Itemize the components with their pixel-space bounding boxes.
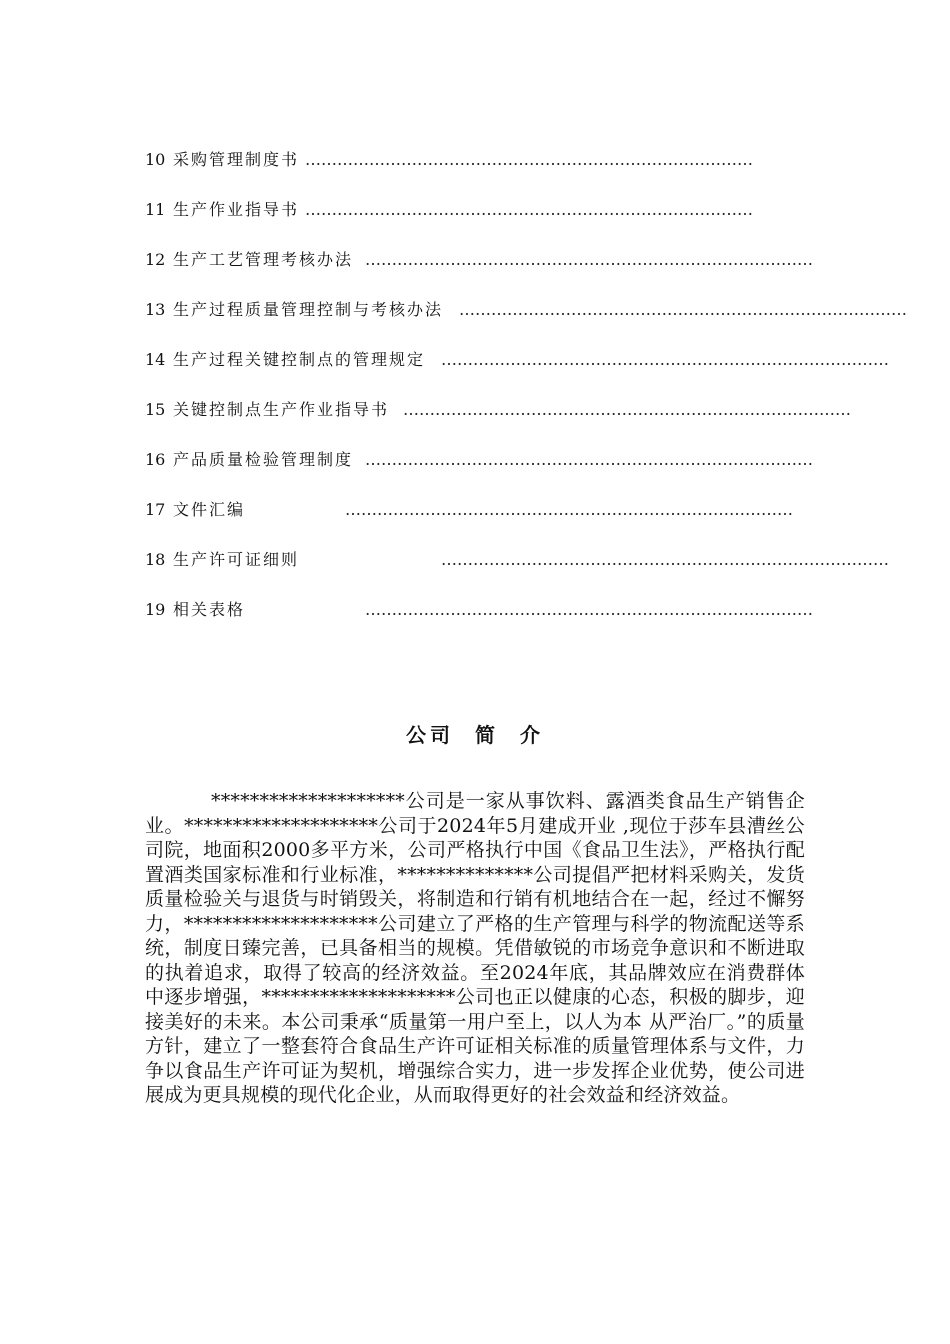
toc-leader-dots: ………………………………………………………………………… [305, 150, 753, 169]
toc-item [145, 148, 795, 198]
toc-item-title: 生产过程质量管理控制与考核办法 [173, 300, 444, 319]
toc-item-number: 17 [145, 500, 166, 519]
toc-item-number: 11 [145, 200, 166, 219]
toc-item-number: 15 [145, 400, 166, 419]
company-intro-paragraph: ********************公司是一家从事饮料、露酒类食品生产销售企业。********************公司于2024年5月建成开业 ,现位于莎车县漕丝公司院，地面积2000多平方米，公司严格执行中国《食品卫生法》，严格执行配置酒类国家标准和行业标准，**************公司提倡严把材料采购关，发货质量检验关与退货与时销毁关，将制造和行销有机地结合在一起，经过不懈努力，********************公司建立了严格的生产管理与科学的物流配送等系统，制度日臻完善，已具备相当的规模。凭借敏锐的市场竞争意识和不断进取的执着追求，取得了较高的经济效益。至2024年底，其品牌效应在消费群体中逐步增强，********************公司也正以健康的心态，积极的脚步，迎接美好的未来。本公司秉承“质量第一用户至上，以人为本 从严治厂。”的质量方针，建立了一整套符合食品生产许可证相关标准的质量管理体系与文件，力争以食品生产许可证为契机，增强综合实力，进一步发挥企业优势，使公司进展成为更具规模的现代化企业，从而取得更好的社会效益和经济效益。 [145, 790, 805, 1106]
toc-leader-dots: ………………………………………………………………………… [305, 200, 753, 219]
toc-item [145, 248, 813, 298]
toc-item-number: 10 [145, 150, 166, 169]
toc-item-title: 采购管理制度书 [173, 150, 300, 169]
heading-part: 公司 [406, 723, 455, 747]
toc-item [145, 498, 795, 548]
heading-part: 简 [475, 723, 499, 747]
toc-item [145, 598, 813, 648]
toc-item-title: 生产工艺管理考核办法 [173, 250, 354, 269]
toc-item-title: 相关表格 [173, 600, 246, 619]
toc-item [145, 298, 907, 348]
toc-item-title: 文件汇编 [173, 500, 246, 519]
toc-item [145, 398, 851, 448]
toc-leader-dots: ………………………………………………………………………… [441, 350, 889, 369]
toc-item-title: 生产作业指导书 [173, 200, 300, 219]
toc-leader-dots: ………………………………………………………………………… [365, 250, 813, 269]
toc-item-number: 14 [145, 350, 166, 369]
toc-item-number: 13 [145, 300, 166, 319]
toc-leader-dots: ………………………………………………………………………… [441, 550, 889, 569]
toc-leader-dots: ………………………………………………………………………… [403, 400, 851, 419]
toc-item-title: 生产过程关键控制点的管理规定 [173, 350, 426, 369]
toc-item-title: 产品质量检验管理制度 [173, 450, 354, 469]
toc-item [145, 448, 813, 498]
toc-item-number: 18 [145, 550, 166, 569]
toc-leader-dots: ………………………………………………………………………… [459, 300, 907, 319]
toc-leader-dots: ………………………………………………………………………… [365, 450, 813, 469]
toc-item-number: 12 [145, 250, 166, 269]
toc-item-title: 生产许可证细则 [173, 550, 300, 569]
toc-item-title: 关键控制点生产作业指导书 [173, 400, 390, 419]
toc-item [145, 348, 889, 398]
table-of-contents [145, 148, 907, 648]
toc-item-number: 19 [145, 600, 166, 619]
toc-leader-dots: ………………………………………………………………………… [345, 500, 793, 519]
section-heading [0, 719, 950, 748]
toc-leader-dots: ………………………………………………………………………… [365, 600, 813, 619]
toc-item [145, 198, 795, 248]
toc-item-number: 16 [145, 450, 166, 469]
heading-part: 介 [519, 723, 544, 747]
toc-item [145, 548, 889, 598]
